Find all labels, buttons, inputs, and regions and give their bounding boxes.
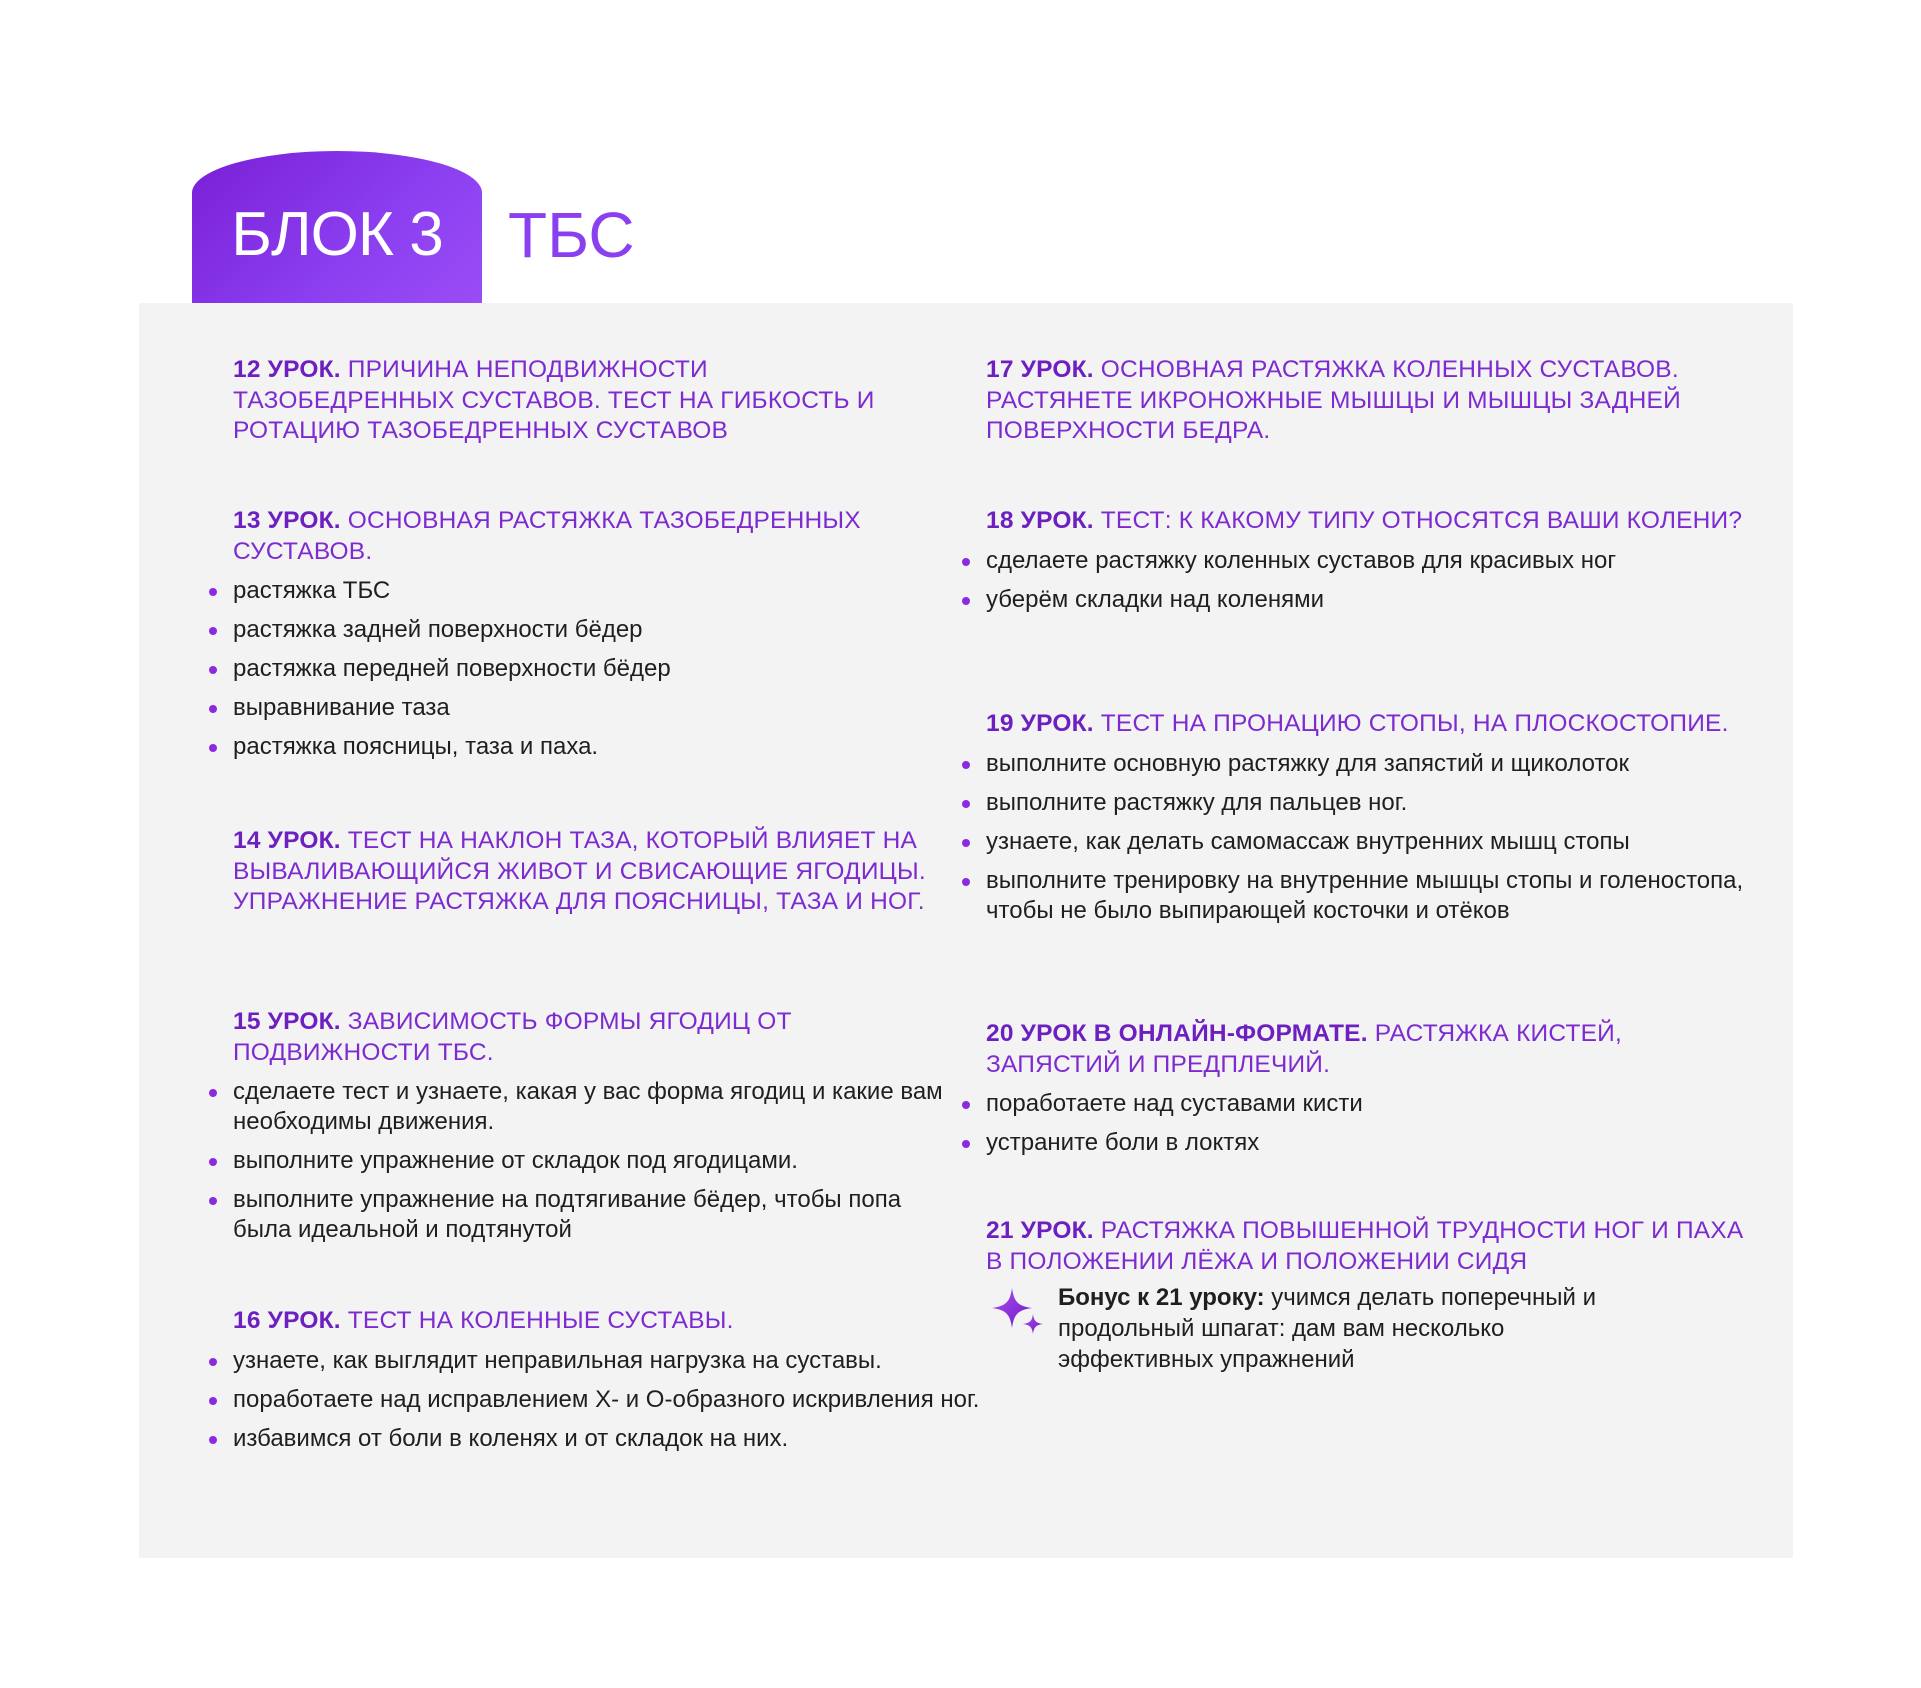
bullet-item bbox=[209, 1424, 993, 1454]
bullet-item bbox=[209, 1185, 953, 1245]
bullet-dot-icon bbox=[209, 1358, 217, 1366]
bullet-dot-icon bbox=[962, 800, 970, 808]
bullet-dot-icon bbox=[209, 1397, 217, 1405]
bullet-item bbox=[962, 1089, 1746, 1119]
bullet-item bbox=[209, 1077, 953, 1137]
bullet-text: узнаете, как делать самомассаж внутренних мышц стопы bbox=[986, 827, 1630, 855]
bullet-dot-icon bbox=[209, 588, 217, 596]
bullet-dot-icon bbox=[962, 761, 970, 769]
block-title: ТБС bbox=[508, 199, 635, 271]
bullet-item bbox=[209, 654, 933, 684]
lesson-number: 18 УРОК. bbox=[986, 507, 1094, 534]
bullet-dot-icon bbox=[209, 1197, 217, 1205]
lesson-title: ТЕСТ НА НАКЛОН ТАЗА, КОТОРЫЙ ВЛИЯЕТ НА ВЫВАЛИВАЮЩИЙСЯ ЖИВОТ И СВИСАЮЩИЕ ЯГОДИЦЫ. УПРАЖНЕНИЕ РАСТЯЖКА ДЛЯ ПОЯСНИЦЫ, ТАЗА И НОГ. bbox=[233, 827, 926, 915]
sparkle-icon bbox=[990, 1286, 1046, 1342]
lesson-title: ТЕСТ НА ПРОНАЦИЮ СТОПЫ, НА ПЛОСКОСТОПИЕ. bbox=[1100, 710, 1729, 737]
lesson-number: 21 УРОК. bbox=[986, 1217, 1094, 1244]
lesson-heading bbox=[233, 1306, 993, 1337]
bullet-text: уберём складки над коленями bbox=[986, 585, 1325, 613]
bullet-dot-icon bbox=[962, 878, 970, 886]
bullet-dot-icon bbox=[962, 839, 970, 847]
bullet-text: растяжка задней поверхности бёдер bbox=[233, 616, 643, 643]
lesson-title: РАСТЯЖКА ПОВЫШЕННОЙ ТРУДНОСТИ НОГ И ПАХА В ПОЛОЖЕНИИ ЛЁЖА И ПОЛОЖЕНИИ СИДЯ bbox=[986, 1217, 1744, 1275]
bullet-item bbox=[209, 576, 933, 606]
lesson-item bbox=[986, 355, 1746, 447]
lesson-title: РАСТЯЖКА КИСТЕЙ, ЗАПЯСТИЙ И ПРЕДПЛЕЧИЙ. bbox=[986, 1020, 1622, 1078]
bullet-text: выполните тренировку на внутренние мышцы стопы и голеностопа, чтобы не было выпирающей косточки и отёков bbox=[986, 866, 1744, 924]
lesson-heading bbox=[233, 826, 963, 918]
bullet-text: поработаете над суставами кисти bbox=[986, 1090, 1363, 1117]
lesson-heading bbox=[986, 1216, 1746, 1277]
lesson-item bbox=[233, 1306, 993, 1454]
block-tab-label: БЛОК 3 bbox=[231, 200, 443, 269]
lesson-number: 16 УРОК. bbox=[233, 1307, 341, 1334]
lesson-heading bbox=[986, 506, 1746, 537]
bullet-text: выполните упражнение на подтягивание бёдер, чтобы попа была идеальной и подтянутой bbox=[233, 1186, 902, 1243]
lesson-number: 20 УРОК В ОНЛАЙН-ФОРМАТЕ. bbox=[986, 1020, 1368, 1047]
lesson-heading bbox=[233, 355, 933, 447]
lesson-bullets bbox=[209, 576, 933, 762]
bullet-text: выполните основную растяжку для запястий и щиколоток bbox=[986, 749, 1629, 777]
bullet-item bbox=[962, 749, 1746, 779]
bullet-item bbox=[962, 585, 1746, 615]
lesson-title: ТЕСТ НА КОЛЕННЫЕ СУСТАВЫ. bbox=[347, 1307, 734, 1334]
lesson-item bbox=[986, 709, 1746, 926]
bonus-description: учимся делать поперечный и продольный шпагат: дам вам несколько эффективных упражнений bbox=[1058, 1284, 1596, 1373]
bonus-label: Бонус к 21 уроку: bbox=[1058, 1284, 1265, 1311]
lesson-heading bbox=[233, 506, 933, 567]
lesson-bullets bbox=[962, 1089, 1746, 1158]
lesson-heading bbox=[986, 355, 1746, 447]
bullet-text: выполните растяжку для пальцев ног. bbox=[986, 788, 1408, 816]
lesson-item bbox=[986, 1019, 1746, 1158]
lesson-item bbox=[233, 1007, 953, 1245]
bullet-dot-icon bbox=[209, 627, 217, 635]
lesson-heading bbox=[233, 1007, 953, 1068]
bullet-text: поработаете над исправлением Х- и О-образного искривления ног. bbox=[233, 1385, 980, 1413]
bullet-text: выполните упражнение от складок под ягодицами. bbox=[233, 1147, 798, 1174]
bullet-dot-icon bbox=[209, 1436, 217, 1444]
bullet-dot-icon bbox=[209, 666, 217, 674]
lesson-item bbox=[986, 506, 1746, 615]
lesson-title: ЗАВИСИМОСТЬ ФОРМЫ ЯГОДИЦ ОТ ПОДВИЖНОСТИ ТБС. bbox=[233, 1008, 792, 1066]
bullet-dot-icon bbox=[962, 1101, 970, 1109]
bullet-dot-icon bbox=[209, 744, 217, 752]
bullet-text: сделаете растяжку коленных суставов для красивых ног bbox=[986, 546, 1617, 574]
lesson-number: 13 УРОК. bbox=[233, 507, 341, 534]
lesson-number: 19 УРОК. bbox=[986, 710, 1094, 737]
lesson-heading bbox=[986, 709, 1746, 740]
bullet-item bbox=[962, 827, 1746, 857]
bullet-dot-icon bbox=[209, 1158, 217, 1166]
bullet-item bbox=[962, 788, 1746, 818]
bullet-text: избавимся от боли в коленях и от складок на них. bbox=[233, 1424, 789, 1452]
lesson-bullets bbox=[209, 1346, 993, 1454]
lesson-bullets bbox=[209, 1077, 953, 1245]
lesson-title: ПРИЧИНА НЕПОДВИЖНОСТИ ТАЗОБЕДРЕННЫХ СУСТАВОВ. ТЕСТ НА ГИБКОСТЬ И РОТАЦИЮ ТАЗОБЕДРЕННЫХ СУСТАВОВ bbox=[233, 356, 875, 444]
bullet-text: сделаете тест и узнаете, какая у вас форма ягодиц и какие вам необходимы движения. bbox=[233, 1078, 943, 1135]
bullet-dot-icon bbox=[962, 597, 970, 605]
bullet-item bbox=[209, 1385, 993, 1415]
lesson-title: ОСНОВНАЯ РАСТЯЖКА ТАЗОБЕДРЕННЫХ СУСТАВОВ. bbox=[233, 507, 861, 565]
lesson-item bbox=[986, 1216, 1746, 1277]
bullet-text: растяжка ТБС bbox=[233, 577, 391, 604]
lesson-number: 15 УРОК. bbox=[233, 1008, 341, 1035]
bullet-item bbox=[209, 732, 933, 762]
bullet-text: узнаете, как выглядит неправильная нагрузка на суставы. bbox=[233, 1346, 882, 1374]
bullet-item bbox=[209, 693, 933, 723]
lesson-number: 17 УРОК. bbox=[986, 356, 1094, 383]
bonus-text bbox=[1058, 1282, 1638, 1375]
bullet-item bbox=[962, 866, 1746, 926]
bullet-text: выравнивание таза bbox=[233, 694, 450, 721]
block-tab bbox=[192, 151, 482, 305]
bullet-item bbox=[962, 546, 1746, 576]
bullet-text: устраните боли в локтях bbox=[986, 1129, 1260, 1156]
lesson-bullets bbox=[962, 749, 1746, 926]
bullet-item bbox=[209, 1146, 953, 1176]
bullet-dot-icon bbox=[962, 1140, 970, 1148]
lesson-number: 14 УРОК. bbox=[233, 827, 341, 854]
bullet-dot-icon bbox=[962, 558, 970, 566]
lesson-item bbox=[233, 506, 933, 762]
lesson-heading bbox=[986, 1019, 1746, 1080]
bullet-dot-icon bbox=[209, 1089, 217, 1097]
bullet-text: растяжка передней поверхности бёдер bbox=[233, 655, 671, 682]
bullet-item bbox=[209, 615, 933, 645]
bullet-item bbox=[209, 1346, 993, 1376]
bullet-dot-icon bbox=[209, 705, 217, 713]
lesson-item bbox=[233, 826, 963, 918]
lesson-bullets bbox=[962, 546, 1746, 615]
lesson-title: ТЕСТ: К КАКОМУ ТИПУ ОТНОСЯТСЯ ВАШИ КОЛЕНИ? bbox=[1100, 507, 1743, 534]
lesson-number: 12 УРОК. bbox=[233, 356, 341, 383]
bullet-item bbox=[962, 1128, 1746, 1158]
bullet-text: растяжка поясницы, таза и паха. bbox=[233, 733, 599, 760]
lesson-title: ОСНОВНАЯ РАСТЯЖКА КОЛЕННЫХ СУСТАВОВ. РАСТЯНЕТЕ ИКРОНОЖНЫЕ МЫШЦЫ И МЫШЦЫ ЗАДНЕЙ ПОВЕРХНОСТИ БЕДРА. bbox=[986, 356, 1681, 444]
lesson-item bbox=[233, 355, 933, 447]
